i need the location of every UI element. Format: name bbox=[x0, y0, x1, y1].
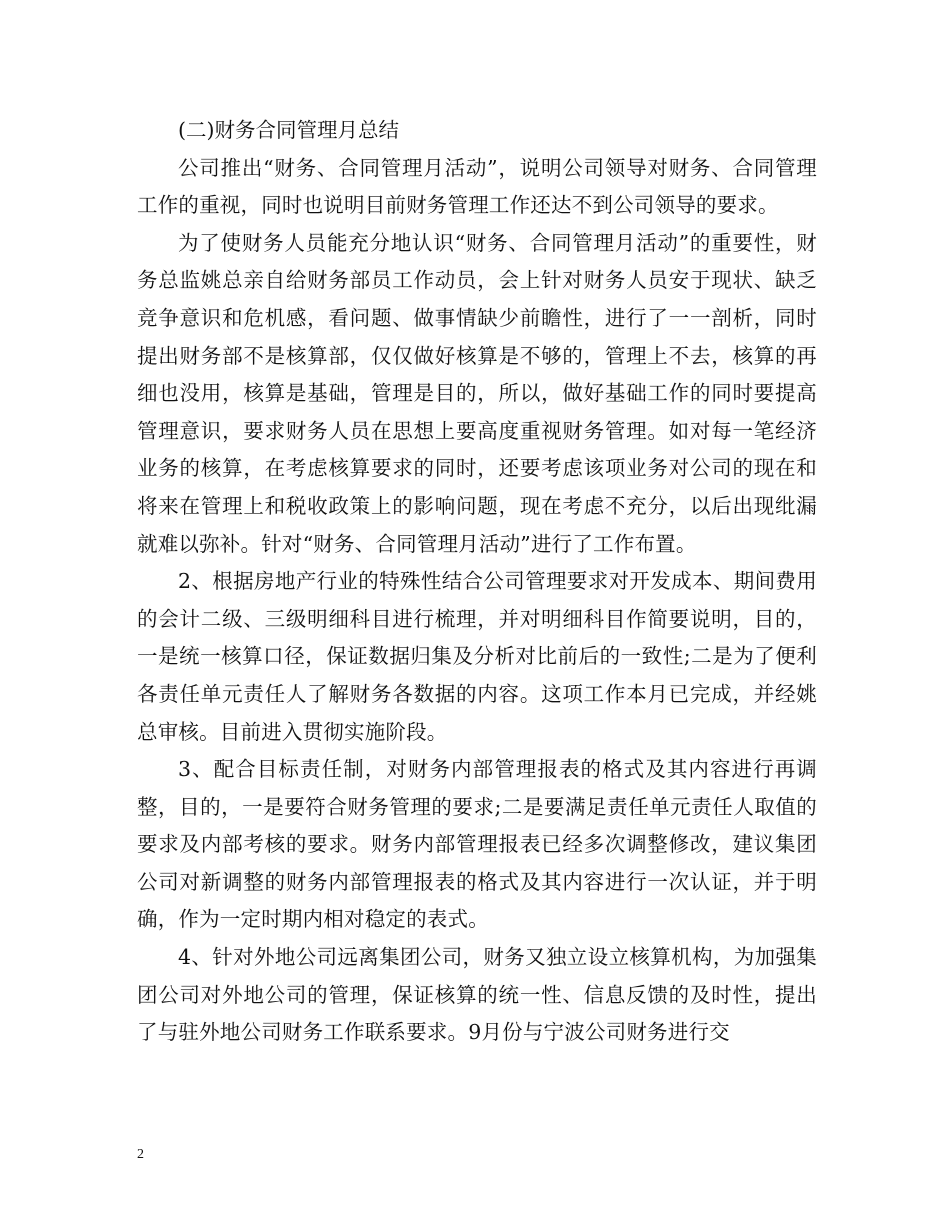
paragraph-meeting: 为了使财务人员能充分地认识“财务、合同管理月活动”的重要性，财务总监姚总亲自给财务部员工作动员，会上针对财务人员安于现状、缺乏竞争意识和危机感，看问题、做事情缺少前瞻性，进行了一一剖析，同时提出财务部不是核算部，仅仅做好核算是不够的，管理上不去，核算的再细也没用，核算是基础，管理是目的，所以，做好基础工作的同时要提高管理意识，要求财务人员在思想上要高度重视财务管理。如对每一笔经济业务的核算，在考虑核算要求的同时，还要考虑该项业务对公司的现在和将来在管理上和税收政策上的影响问题，现在考虑不充分，以后出现纰漏就难以弥补。针对“财务、合同管理月活动”进行了工作布置。 bbox=[137, 230, 817, 556]
section-heading: (二)财务合同管理月总结 bbox=[178, 118, 399, 142]
paragraph-item-2: 2、根据房地产行业的特殊性结合公司管理要求对开发成本、期间费用的会计二级、三级明细科目进行梳理，并对明细科目作简要说明，目的，一是统一核算口径，保证数据归集及分析对比前后的一致性;二是为了便利各责任单元责任人了解财务各数据的内容。这项工作本月已完成，并经姚总审核。目前进入贯彻实施阶段。 bbox=[137, 569, 817, 744]
paragraph-intro: 公司推出“财务、合同管理月活动”，说明公司领导对财务、合同管理工作的重视，同时也说明目前财务管理工作还达不到公司领导的要求。 bbox=[137, 155, 817, 218]
paragraph-item-4: 4、针对外地公司远离集团公司，财务又独立设立核算机构，为加强集团公司对外地公司的管理，保证核算的统一性、信息反馈的及时性，提出了与驻外地公司财务工作联系要求。9月份与宁波公司财务进行交 bbox=[137, 945, 817, 1045]
document-body bbox=[137, 112, 817, 1052]
page-number: 2 bbox=[137, 1147, 144, 1162]
paragraph-item-3: 3、配合目标责任制，对财务内部管理报表的格式及其内容进行再调整，目的，一是要符合财务管理的要求;二是要满足责任单元责任人取值的要求及内部考核的要求。财务内部管理报表已经多次调整修改，建议集团公司对新调整的财务内部管理报表的格式及其内容进行一次认证，并于明确，作为一定时期内相对稳定的表式。 bbox=[137, 757, 817, 932]
